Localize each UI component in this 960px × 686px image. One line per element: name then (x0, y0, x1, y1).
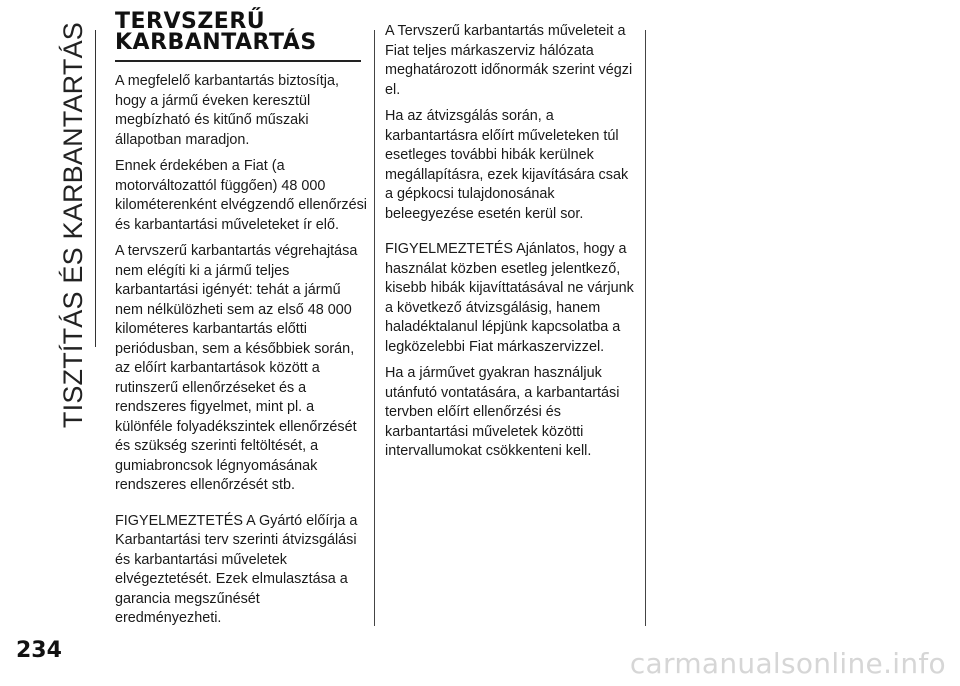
warning-paragraph: FIGYELMEZTETÉS Ajánlatos, hogy a használat közben esetleg jelentkező, kisebb hibák kijavíttatásával ne várjunk a következő átvizsgálásig, hanem haladéktalanul lépjünk kapcsolatba a legközelebbi Fiat márkaszervizzel. (385, 241, 634, 355)
paragraph: Ha a járművet gyakran használjuk utánfutó vontatására, a karbantartási tervben előírt ellenőrzési és karbantartási műveletek közötti intervallumokat csökkenteni kell. (385, 365, 620, 459)
section-heading-underline (115, 60, 361, 62)
chapter-side-title (54, 22, 92, 429)
paragraph: Ennek érdekében a Fiat (a motorváltozattól függően) 48 000 kilométerenként elvégzendő ellenőrzési és karbantartási műveleteket ír elő. (115, 158, 367, 233)
text-column-1 (115, 72, 367, 636)
watermark: carmanualsonline.info (629, 647, 946, 680)
column-divider-left (374, 30, 375, 626)
text-column-2 (385, 22, 637, 469)
page-number: 234 (16, 638, 62, 663)
paragraph: A tervszerű karbantartás végrehajtása nem elégíti ki a jármű teljes karbantartási igényét: tehát a jármű nem nélkülözheti sem az első 48 000 kilométeres karbantartás előtti periódusban, sem a későbbiek során, az előírt karbantartások között a rutinszerű ellenőrzéseket és a rendszeres figyelmet, mint pl. a különféle folyadékszintek ellenőrzését és szükség szerinti feltöltését, a gumiabroncsok légnyomásának rendszeres ellenőrzését stb. (115, 243, 358, 493)
paragraph: A Tervszerű karbantartás műveleteit a Fiat teljes márkaszerviz hálózata meghatározott időnormák szerint végzi el. (385, 23, 633, 98)
warning-paragraph: FIGYELMEZTETÉS A Gyártó előírja a Karbantartási terv szerinti átvizsgálási és karbantartási műveletek elvégeztetését. Ezek elmulasztása a garancia megszűnését eredményezheti. (115, 512, 358, 626)
paragraph: A megfelelő karbantartás biztosítja, hogy a jármű éveken keresztül megbízható és kitűnő műszaki állapotban maradjon. (115, 73, 339, 148)
chapter-title-text: TISZTÍTÁS ÉS KARBANTARTÁS (58, 22, 88, 429)
section-heading-line1: TERVSZERŰ (115, 9, 266, 34)
section-heading-line2: KARBANTARTÁS (115, 30, 317, 55)
section-heading (115, 11, 361, 53)
chapter-title-rule (95, 30, 96, 347)
column-divider-right (645, 30, 646, 626)
paragraph: Ha az átvizsgálás során, a karbantartásra előírt műveleteken túl esetleges további hibák kerülnek megállapításra, ezek kijavítására csak a gépkocsi tulajdonosának beleegyezése esetén kerül sor. (385, 108, 629, 222)
